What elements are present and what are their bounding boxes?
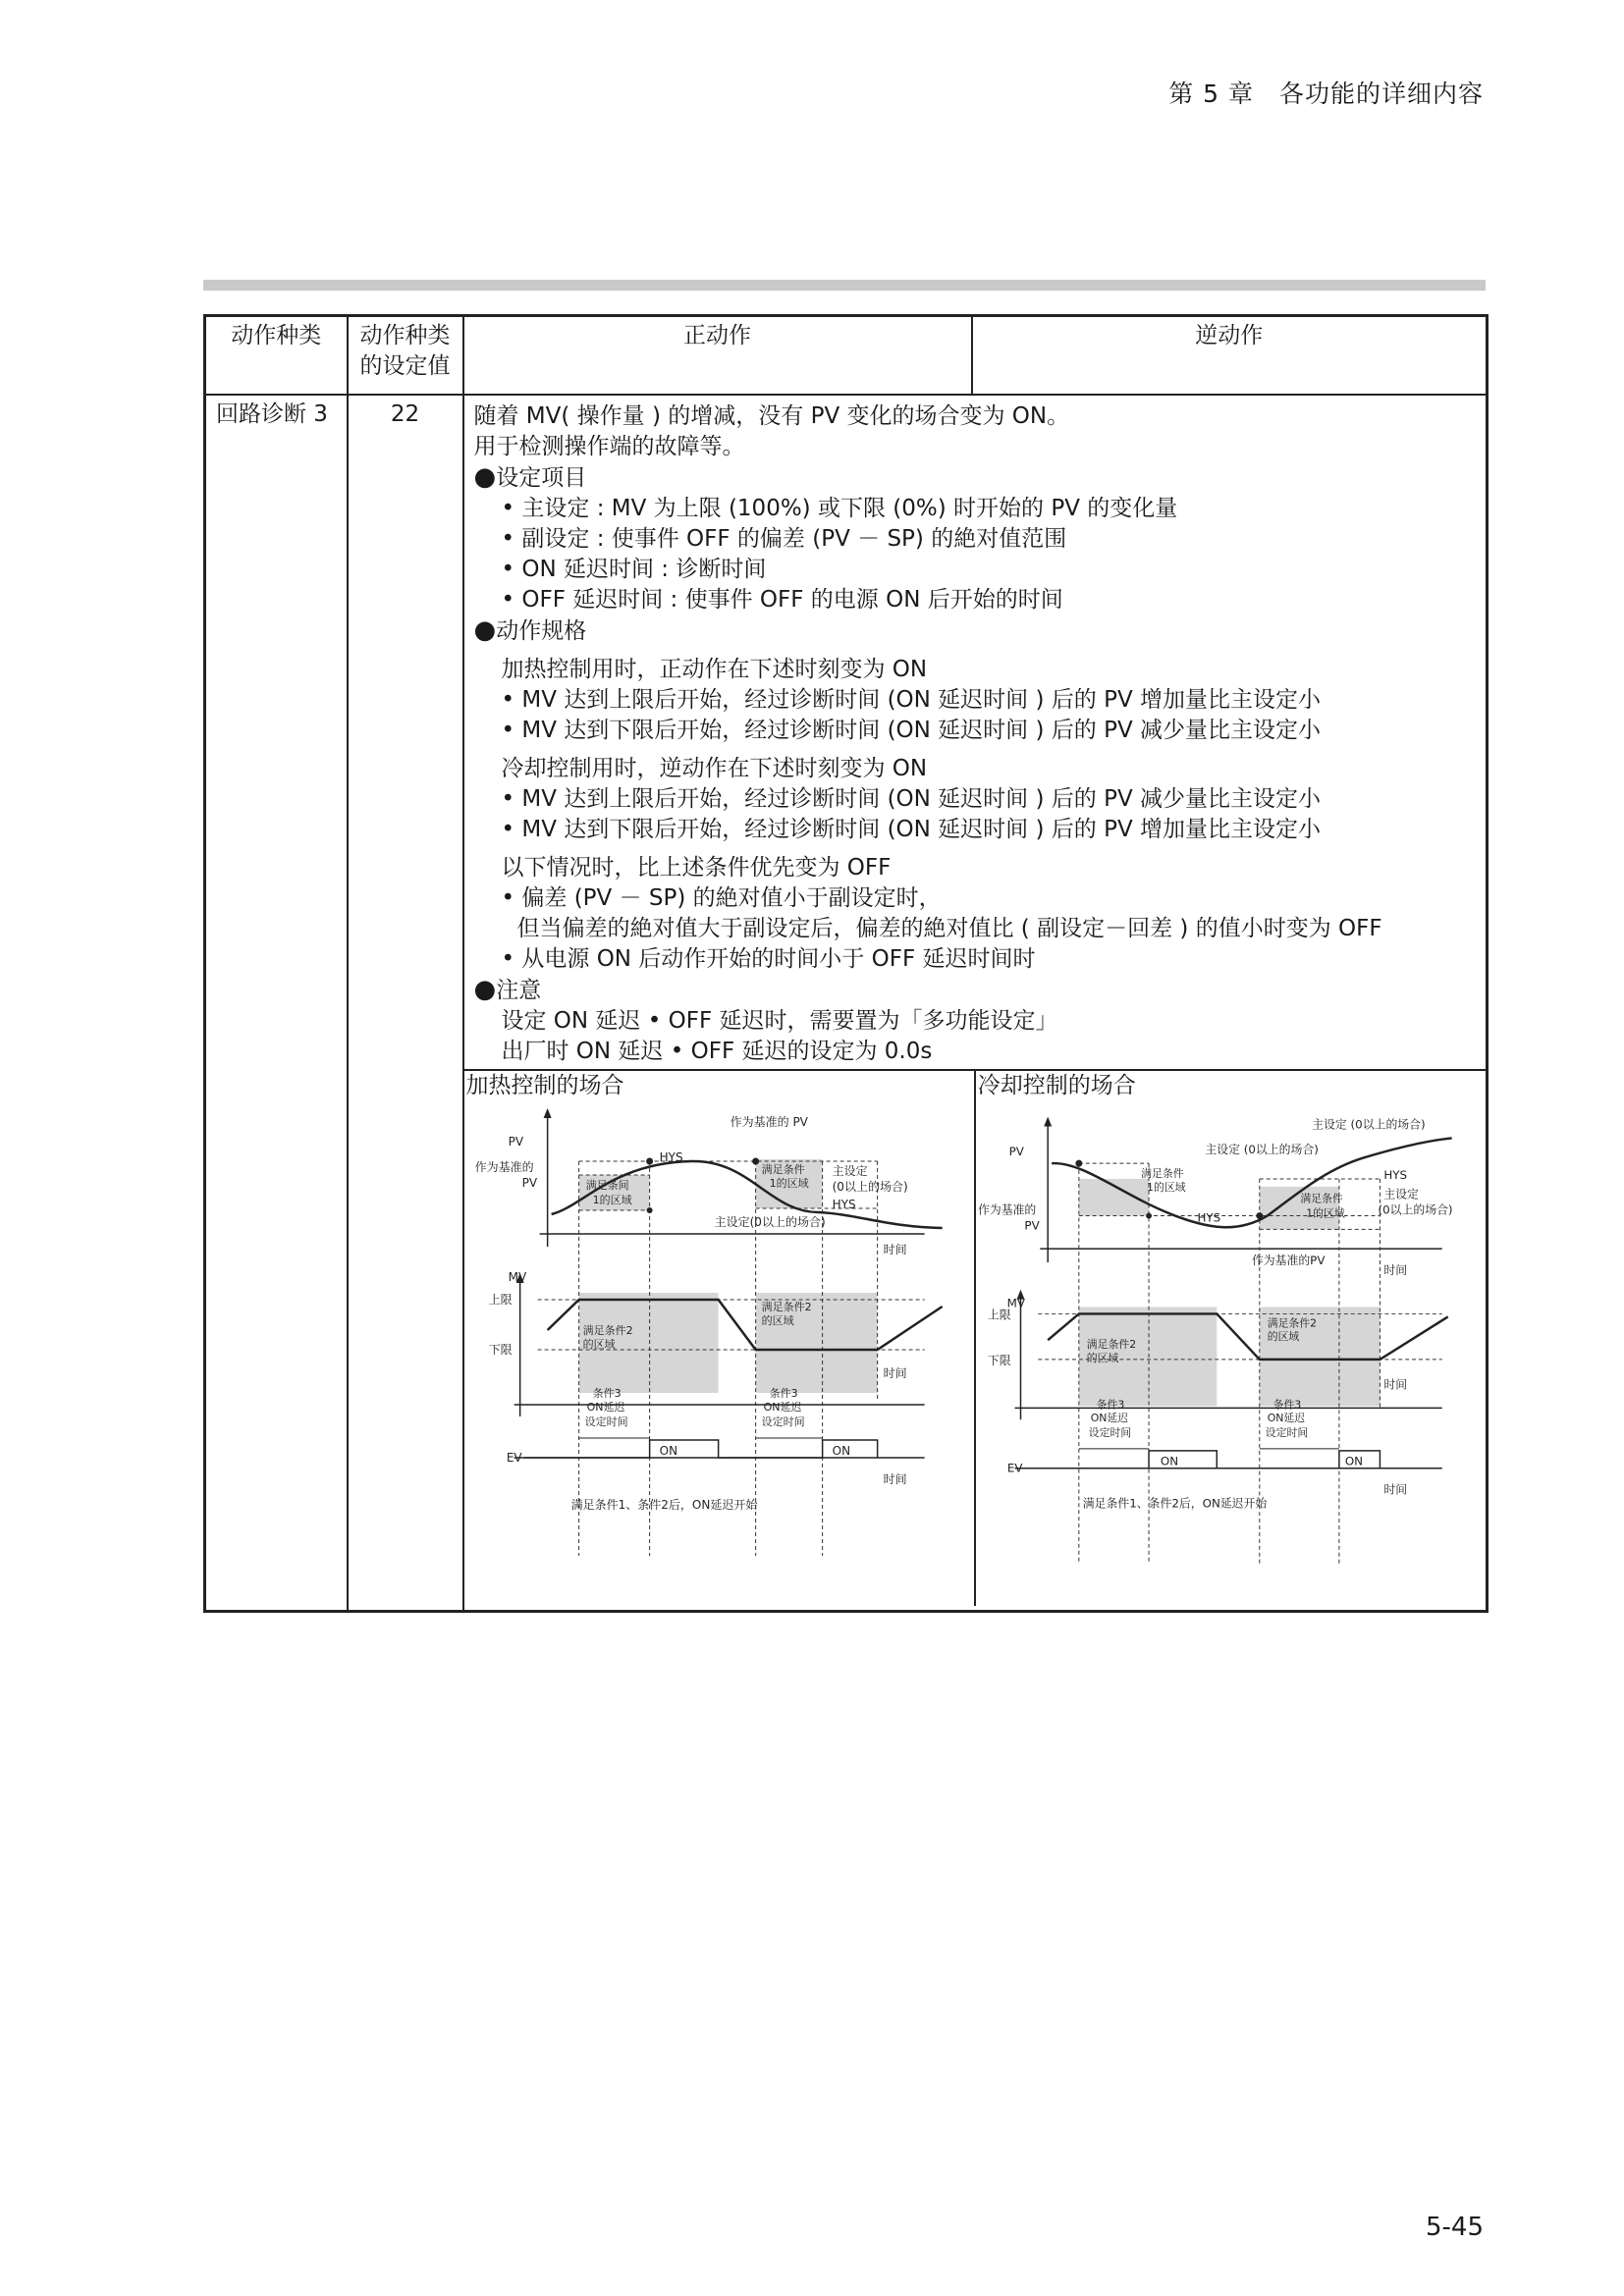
heating-caption: 满足条件1、条件2后，ON延迟开始: [570, 1498, 757, 1512]
desc-line: • MV 达到下限后开始，经过诊断时间 (ON 延迟时间 ) 后的 PV 增加量比主设定小: [501, 817, 1321, 842]
desc-line: • MV 达到下限后开始，经过诊断时间 (ON 延迟时间 ) 后的 PV 减少量比主设定小: [501, 718, 1321, 743]
main-set-r2: (0以上的场合): [1378, 1202, 1453, 1217]
on-label-a: ON: [659, 1444, 677, 1458]
time-label-pv: 时间: [883, 1243, 907, 1256]
zone1-b-label-1: 满足条件: [761, 1163, 805, 1176]
upper-limit-label: 上限: [488, 1293, 513, 1307]
desc-line: 以下情况时，比上述条件优先变为 OFF: [501, 855, 892, 881]
header-reverse-action: 逆动作: [972, 316, 1488, 396]
event-table: [203, 314, 1489, 1613]
cond3-a-3: 设定时间: [1088, 1426, 1131, 1440]
bullet-icon: ●: [473, 615, 497, 645]
cooling-timing-diagram: [976, 1104, 1486, 1601]
cooling-caption: 满足条件1、条件2后，ON延迟开始: [1082, 1496, 1268, 1511]
cond3-b-2: ON延迟: [763, 1401, 802, 1414]
ref-pv-left-1: 作为基准的: [977, 1202, 1037, 1217]
zone1-a-2: 1的区域: [1146, 1180, 1186, 1194]
time-label-mv: 时间: [883, 1366, 907, 1380]
zone1-b-1: 满足条件: [1300, 1192, 1343, 1205]
heating-chart: [464, 1071, 974, 1606]
page-number: 5-45: [1425, 2213, 1484, 2242]
header-action-type: 动作种类: [205, 316, 348, 396]
desc-line: • ON 延迟时间 : 诊断时间: [501, 557, 767, 582]
desc-line: • MV 达到上限后开始，经过诊断时间 (ON 延迟时间 ) 后的 PV 增加量比主设定小: [501, 687, 1321, 713]
main-set-label-1: 主设定: [832, 1164, 868, 1178]
hys-label: HYS: [659, 1150, 683, 1164]
desc-line: 出厂时 ON 延迟 • OFF 延迟的设定为 0.0s: [501, 1039, 933, 1064]
cond3-b-3: 设定时间: [1265, 1426, 1308, 1440]
cond3-b-1: 条件3: [1272, 1398, 1302, 1412]
cond3-a-2: ON延迟: [586, 1401, 625, 1414]
zone1-b-2: 1的区域: [1306, 1206, 1345, 1220]
cond3-b-1: 条件3: [769, 1387, 798, 1400]
main-set-label-2: (0以上的场合): [832, 1180, 908, 1194]
desc-line: 用于检测操作端的故障等。: [473, 434, 745, 459]
row-setting-value: 22: [348, 395, 463, 1612]
ref-pv-left-2: PV: [521, 1176, 537, 1190]
desc-line: 加热控制用时，正动作在下述时刻变为 ON: [501, 657, 928, 682]
desc-line: • MV 达到上限后开始，经过诊断时间 (ON 延迟时间 ) 后的 PV 减少量比主设定小: [501, 786, 1321, 812]
zone2-b-2: 的区域: [1267, 1330, 1300, 1344]
pv-label: PV: [1008, 1145, 1024, 1159]
desc-line: • 偏差 (PV － SP) 的絶对值小于副设定时，: [501, 885, 942, 911]
time-label-ev: 时间: [883, 1472, 907, 1486]
hys-right: HYS: [1383, 1167, 1407, 1182]
pv-label: PV: [508, 1135, 523, 1148]
section-heading: ●动作规格: [473, 615, 587, 645]
zone2-a-label-1: 满足条件2: [582, 1324, 633, 1337]
section-heading: ●设定项目: [473, 462, 587, 492]
chapter-header: 第 5 章 各功能的详细内容: [1168, 80, 1484, 108]
lower-limit-label: 下限: [488, 1343, 513, 1357]
cond3-a-1: 条件3: [592, 1387, 622, 1400]
main-set-mid: 主设定 (0以上的场合): [1205, 1143, 1319, 1157]
bullet-icon: ●: [473, 462, 497, 492]
time-label-ev: 时间: [1383, 1482, 1407, 1497]
row-action-type: 回路诊断 3: [205, 395, 348, 1612]
ref-pv-bottom: 作为基准的PV: [1251, 1253, 1326, 1267]
zone2-b-label-2: 的区域: [761, 1314, 794, 1327]
desc-line: • 主设定 : MV 为上限 (100%) 或下限 (0%) 时开始的 PV 的变化量: [501, 496, 1178, 521]
cond3-b-3: 设定时间: [761, 1415, 805, 1428]
desc-line: • 从电源 ON 后动作开始的时间小于 OFF 延迟时间时: [501, 946, 1036, 972]
cond3-b-2: ON延迟: [1267, 1412, 1305, 1425]
hys-bottom-label: HYS: [832, 1198, 856, 1211]
ref-pv-left-1: 作为基准的: [474, 1160, 534, 1174]
heating-chart-title: 加热控制的场合: [465, 1073, 624, 1098]
timing-charts: [464, 1069, 1487, 1606]
section-heading: ●注意: [473, 975, 542, 1004]
desc-line: • 副设定 : 使事件 OFF 的偏差 (PV － SP) 的絶对值范围: [501, 526, 1067, 552]
hys-bottom: HYS: [1197, 1210, 1220, 1225]
zone2-a-1: 满足条件2: [1086, 1338, 1136, 1352]
desc-line: 冷却控制用时，逆动作在下述时刻变为 ON: [501, 756, 928, 781]
zone1-a-label-2: 1的区域: [592, 1194, 632, 1206]
main-set-r1: 主设定: [1383, 1187, 1419, 1201]
time-label-pv: 时间: [1383, 1262, 1407, 1277]
ev-label: EV: [506, 1451, 522, 1465]
row-description: [463, 395, 1488, 1612]
cooling-chart: [974, 1071, 1486, 1606]
on-label-b: ON: [1344, 1454, 1363, 1468]
main-set-bottom-label: 主设定(0以上的场合): [714, 1215, 826, 1229]
zone2-b-1: 满足条件2: [1267, 1316, 1317, 1330]
ref-pv-label: 作为基准的 PV: [730, 1115, 808, 1129]
ref-pv-left-2: PV: [1024, 1218, 1040, 1233]
desc-line: • OFF 延迟时间 : 使事件 OFF 的电源 ON 后开始的时间: [501, 587, 1063, 613]
on-label-b: ON: [832, 1444, 850, 1458]
desc-line: 随着 MV( 操作量 ) 的增减，没有 PV 变化的场合变为 ON。: [473, 403, 1070, 429]
cooling-chart-title: 冷却控制的场合: [977, 1073, 1136, 1098]
cond3-a-1: 条件3: [1096, 1398, 1125, 1412]
desc-line: 但当偏差的絶对值大于副设定后，偏差的絶对值比 ( 副设定－回差 ) 的值小时变为 OFF: [516, 916, 1382, 941]
zone1-a-label-1: 满足条间: [585, 1179, 629, 1192]
zone2-a-2: 的区域: [1086, 1351, 1119, 1364]
mv-label: MV: [1006, 1296, 1025, 1310]
desc-line: 设定 ON 延迟 • OFF 延迟时，需要置为「多功能设定」: [501, 1008, 1058, 1034]
bullet-icon: ●: [473, 975, 497, 1004]
ev-label: EV: [1006, 1461, 1023, 1475]
header-setting-value: 动作种类 的设定值: [348, 316, 463, 396]
time-label-mv: 时间: [1383, 1377, 1407, 1392]
cond3-a-3: 设定时间: [584, 1415, 628, 1428]
zone1-a-1: 满足条件: [1140, 1166, 1184, 1180]
on-label-a: ON: [1160, 1454, 1178, 1468]
zone1-b-label-2: 1的区域: [769, 1177, 809, 1190]
zone2-a-label-2: 的区域: [582, 1338, 616, 1351]
header-direct-action: 正动作: [463, 316, 972, 396]
zone2-b-label-1: 满足条件2: [761, 1301, 812, 1313]
main-set-top: 主设定 (0以上的场合): [1311, 1117, 1426, 1132]
header-rule: [203, 280, 1486, 291]
upper-limit-label: 上限: [987, 1308, 1011, 1322]
heating-timing-diagram: [464, 1104, 974, 1601]
lower-limit-label: 下限: [987, 1353, 1011, 1367]
mv-label: MV: [508, 1270, 526, 1284]
cond3-a-2: ON延迟: [1090, 1412, 1128, 1425]
